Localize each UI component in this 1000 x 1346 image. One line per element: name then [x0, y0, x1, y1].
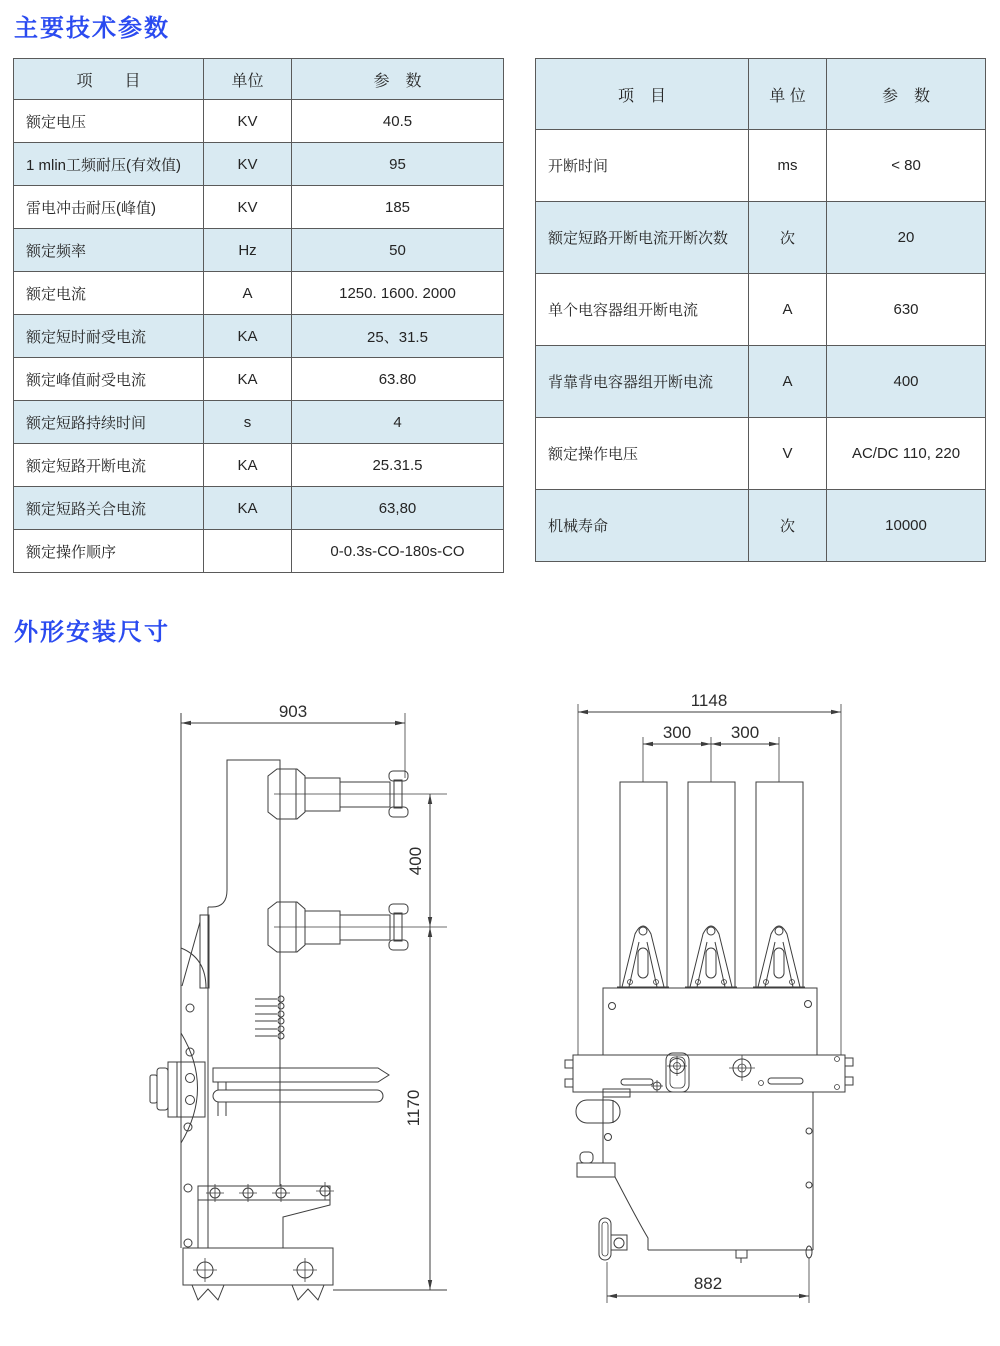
- param-unit: A: [204, 272, 292, 315]
- param-name: 额定短路开断电流: [14, 444, 204, 487]
- param-unit: ms: [749, 130, 827, 202]
- table-row: [14, 229, 504, 272]
- param-unit: [204, 530, 292, 573]
- param-value: 185: [292, 186, 504, 229]
- wheel-axle: [193, 1258, 217, 1282]
- dim-300-right: [711, 723, 779, 782]
- table-row: [536, 490, 986, 562]
- mounting-bracket: [198, 1182, 334, 1248]
- col-header-unit: 单 位: [749, 59, 827, 130]
- dim-label-903: 903: [278, 702, 308, 721]
- param-unit: Hz: [204, 229, 292, 272]
- param-name: 开断时间: [536, 130, 749, 202]
- param-value: 4: [292, 401, 504, 444]
- parameters-table-left: [13, 58, 504, 573]
- param-unit: KA: [204, 315, 292, 358]
- dim-400: [406, 794, 430, 927]
- param-value: 25、31.5: [292, 315, 504, 358]
- col-header-item: 项 目: [14, 59, 204, 100]
- col-header-value: 参 数: [827, 59, 986, 130]
- param-unit: 次: [749, 202, 827, 274]
- section-title-dimensions: 外形安装尺寸: [14, 619, 170, 646]
- pole-support-bracket: [753, 926, 805, 987]
- param-name: 额定短时耐受电流: [14, 315, 204, 358]
- table-row: [14, 530, 504, 573]
- param-unit: KA: [204, 444, 292, 487]
- param-name: 额定频率: [14, 229, 204, 272]
- pole-support-bracket: [685, 926, 737, 987]
- param-name: 额定电流: [14, 272, 204, 315]
- outline-drawings: [0, 660, 1000, 1346]
- table-row: [14, 100, 504, 143]
- param-unit: 次: [749, 490, 827, 562]
- wheel-axle: [293, 1258, 317, 1282]
- dim-label-400: 400: [406, 846, 425, 876]
- dim-1148: [578, 691, 841, 1055]
- bolt-mark: [239, 1184, 257, 1202]
- operating-spring: [255, 945, 284, 1186]
- param-name: 额定短路开断电流开断次数: [536, 202, 749, 274]
- bottom-fixing-pad: [736, 1250, 747, 1263]
- param-unit: KA: [204, 358, 292, 401]
- param-name: 额定操作顺序: [14, 530, 204, 573]
- col-header-unit: 单位: [204, 59, 292, 100]
- param-value: 0-0.3s-CO-180s-CO: [292, 530, 504, 573]
- upper-bushing: [268, 769, 447, 819]
- param-value: 630: [827, 274, 986, 346]
- pole-columns: [620, 782, 803, 988]
- param-unit: s: [204, 401, 292, 444]
- table-row: [536, 274, 986, 346]
- release-lever: [599, 1218, 627, 1260]
- param-unit: A: [749, 346, 827, 418]
- param-value: 63,80: [292, 487, 504, 530]
- col-header-item: 项 目: [536, 59, 749, 130]
- table-row: [14, 401, 504, 444]
- dim-label-1170: 1170: [404, 1089, 423, 1127]
- table-row: [536, 202, 986, 274]
- parameters-table-right: [535, 58, 986, 562]
- col-header-value: 参 数: [292, 59, 504, 100]
- front-view-drawing: [565, 691, 853, 1303]
- section-title-parameters: 主要技术参数: [14, 15, 170, 42]
- param-value: 20: [827, 202, 986, 274]
- param-unit: V: [749, 418, 827, 490]
- pole-support-bracket: [617, 926, 669, 987]
- table-row: [14, 487, 504, 530]
- side-view-drawing: [150, 702, 447, 1300]
- param-unit: KA: [204, 487, 292, 530]
- base-and-wheels: [183, 1248, 447, 1300]
- latch-block: [666, 1053, 689, 1092]
- param-name: 额定峰值耐受电流: [14, 358, 204, 401]
- param-value: AC/DC 110, 220: [827, 418, 986, 490]
- param-unit: KV: [204, 100, 292, 143]
- dim-label-1148: 1148: [690, 691, 728, 710]
- table-row: [14, 186, 504, 229]
- table-row: [14, 272, 504, 315]
- dim-882: [607, 1258, 809, 1303]
- param-value: 10000: [827, 490, 986, 562]
- param-value: 50: [292, 229, 504, 272]
- table-row: [14, 358, 504, 401]
- param-name: 雷电冲击耐压(峰值): [14, 186, 204, 229]
- param-name: 额定短路持续时间: [14, 401, 204, 444]
- bolt-mark: [272, 1184, 290, 1202]
- param-name: 背靠背电容器组开断电流: [536, 346, 749, 418]
- param-name: 单个电容器组开断电流: [536, 274, 749, 346]
- param-unit: KV: [204, 186, 292, 229]
- param-name: 机械寿命: [536, 490, 749, 562]
- mechanism-box: [576, 1092, 813, 1263]
- param-name: 额定电压: [14, 100, 204, 143]
- param-value: 1250. 1600. 2000: [292, 272, 504, 315]
- table-header-row: [536, 59, 986, 130]
- table-row: [14, 444, 504, 487]
- param-value: 63.80: [292, 358, 504, 401]
- dim-label-300: 300: [662, 723, 692, 742]
- bolt-mark: [316, 1182, 334, 1200]
- param-value: 25.31.5: [292, 444, 504, 487]
- table-row: [14, 143, 504, 186]
- table-row: [536, 130, 986, 202]
- table-row: [14, 315, 504, 358]
- param-value: 400: [827, 346, 986, 418]
- dim-label-300: 300: [730, 723, 760, 742]
- param-name: 额定短路关合电流: [14, 487, 204, 530]
- param-value: 40.5: [292, 100, 504, 143]
- param-name: 额定操作电压: [536, 418, 749, 490]
- drive-arm-assembly: [150, 1062, 389, 1117]
- bolt-mark: [206, 1184, 224, 1202]
- param-value: < 80: [827, 130, 986, 202]
- param-unit: A: [749, 274, 827, 346]
- param-value: 95: [292, 143, 504, 186]
- dim-903: [181, 702, 405, 778]
- table-row: [536, 346, 986, 418]
- lower-bushing: [268, 902, 447, 952]
- dim-1170: [404, 927, 430, 1290]
- dim-label-882: 882: [693, 1274, 723, 1293]
- param-name: 1 mlin工频耐压(有效值): [14, 143, 204, 186]
- center-bolt-mark: [729, 1055, 755, 1081]
- table-row: [536, 418, 986, 490]
- dim-300-left: [643, 723, 711, 782]
- table-header-row: [14, 59, 504, 100]
- breaker-frame: [181, 713, 280, 1248]
- crossbeam: [565, 1053, 853, 1097]
- param-unit: KV: [204, 143, 292, 186]
- upper-frame-box: [603, 988, 817, 1055]
